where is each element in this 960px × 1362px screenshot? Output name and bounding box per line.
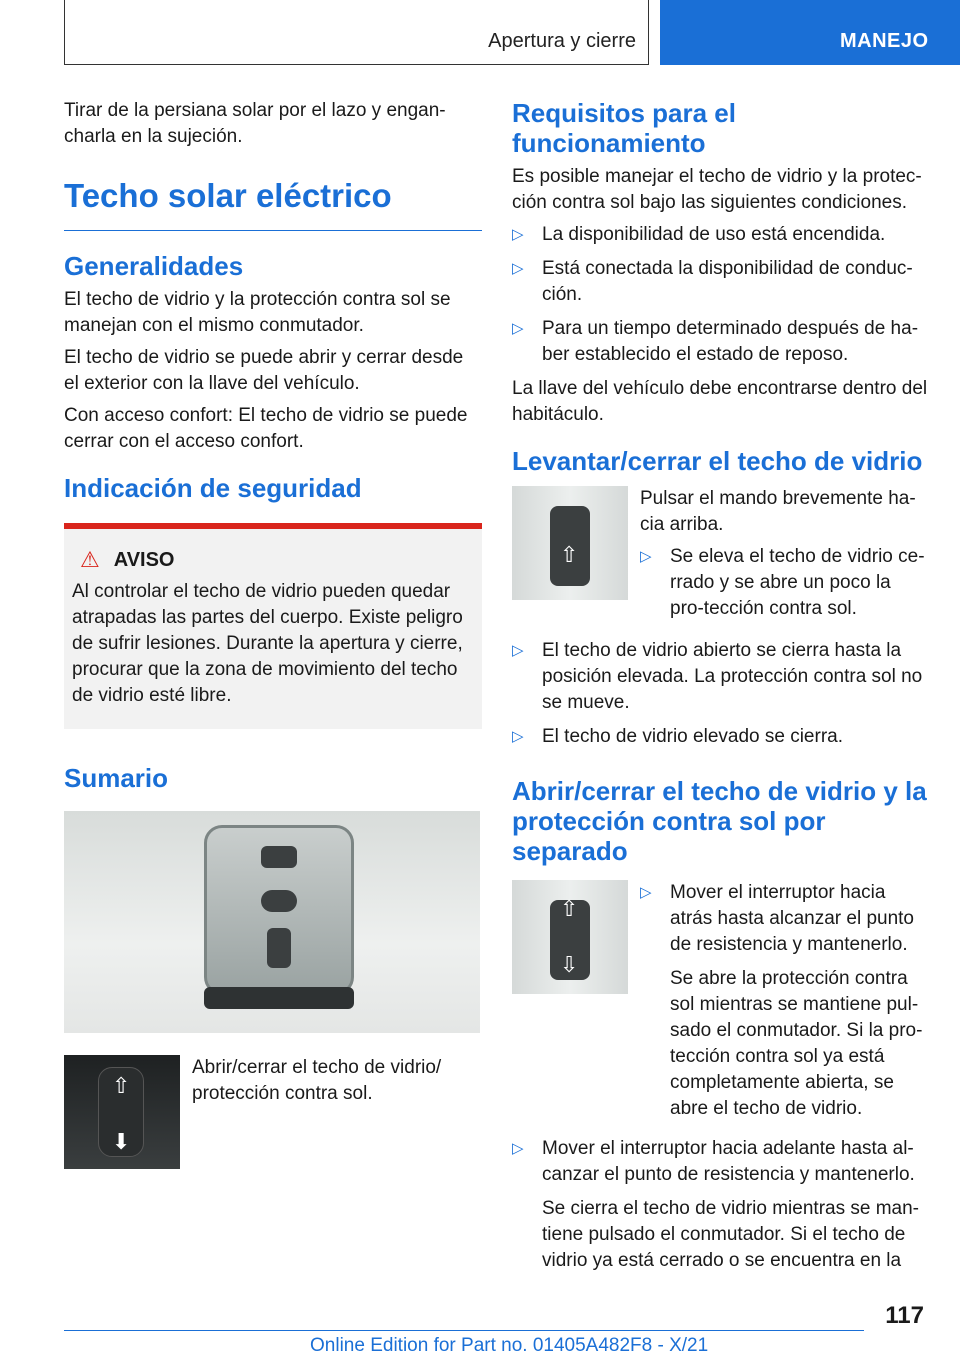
warning-triangle-icon: ⚠ [80,547,100,572]
header-section-box [64,0,649,65]
arrow-up-icon: ⇧ [560,896,579,921]
summary-heading: Sumario [64,763,169,793]
triangle-right-icon: ▷ [512,728,524,745]
list-item: ▷ Está conectada la disponibilidad de conduc-ción. [512,258,913,305]
left-column [64,98,482,1177]
separate-detail-1: Se abre la protección contra sol mientras se mantiene pul-sado el conmutador. Si la pro-tección contra sol ya está completamente abierta, se abre el techo de vidrio. [670,968,923,1119]
header-section-title: Apertura y cierre [488,30,636,52]
safety-heading: Indicación de seguridad [64,473,362,503]
switch-updown-photo [512,880,628,994]
header-chapter-title: MANEJO [840,30,929,52]
triangle-right-icon: ▷ [640,884,652,901]
list-item: ▷ Mover el interruptor hacia atrás hasta alcanzar el punto de resistencia y mantenerlo. [640,882,914,955]
switch-up-photo [512,486,628,600]
list-item: ▷ El techo de vidrio elevado se cierra. [512,724,928,750]
switch-caption-row [64,1055,482,1169]
lift-paragraph: Pulsar el mando brevemente ha-cia arriba. [640,488,916,535]
switch-photo [64,1055,180,1169]
lift-heading: Levantar/cerrar el techo de vidrio [512,446,923,476]
list-item: ▷ Se eleva el techo de vidrio ce-rrado y se abre un poco la pro-tección contra sol. [640,546,925,619]
arrow-up-icon: ⇧ [560,542,579,567]
footer-divider [64,1330,864,1331]
chapter-heading: Techo solar eléctrico [64,176,482,231]
general-heading: Generalidades [64,251,244,281]
separate-text [640,880,928,1128]
header-chapter-tab [660,0,960,65]
requirements-paragraph: Es posible manejar el techo de vidrio y la protec-ción contra sol bajo las siguientes condiciones. [512,166,922,213]
list-item: ▷ Mover el interruptor hacia adelante hasta al-canzar el punto de resistencia y mantenerlo. [512,1138,915,1185]
list-item: ▷ La disponibilidad de uso está encendida. [512,222,928,248]
warning-text: Al controlar el techo de vidrio pueden quedar atrapadas las partes del cuerpo. Existe peligro de sufrir lesiones. Durante la apertura y cierre, procurar que la zona de movimiento del techo de vidrio esté libre. [72,581,463,706]
triangle-right-icon: ▷ [640,548,652,565]
lift-row [512,486,928,630]
overhead-console-photo [64,811,480,1033]
separate-detail-2: Se cierra el techo de vidrio mientras se man-tiene pulsado el conmutador. Si el techo de vidrio ya está cerrado o se encuentra en la [542,1198,919,1271]
switch-caption: Abrir/cerrar el techo de vidrio/ protección contra sol. [192,1057,442,1104]
warning-title-text: AVISO [113,548,175,571]
footer-edition: Online Edition for Part no. 01405A482F8 - X/21 [310,1335,709,1356]
right-column [512,98,928,1280]
intro-paragraph: Tirar de la persiana solar por el lazo y engan-charla en la sujeción. [64,100,446,147]
general-paragraph-2: El techo de vidrio se puede abrir y cerrar desde el exterior con la llave del vehículo. [64,347,464,394]
triangle-right-icon: ▷ [512,260,524,277]
console-shape [204,825,354,995]
triangle-right-icon: ▷ [512,226,524,243]
triangle-right-icon: ▷ [512,320,524,337]
console-switch [267,928,291,968]
page-number: 117 [885,1302,924,1329]
arrow-down-icon: ⇩ [560,952,579,977]
warning-box [64,529,482,729]
arrow-up-icon: ⇧ [112,1073,131,1098]
triangle-right-icon: ▷ [512,642,524,659]
separate-row [512,880,928,1128]
separate-heading: Abrir/cerrar el techo de vidrio y la protección contra sol por separado [512,776,927,866]
console-button [261,846,297,868]
console-button-row [204,987,354,1009]
warning-title [72,547,474,573]
general-paragraph-1: El techo de vidrio y la protección contra sol se manejan con el mismo conmutador. [64,289,451,336]
triangle-right-icon: ▷ [512,1140,524,1157]
general-paragraph-3: Con acceso confort: El techo de vidrio se puede cerrar con el acceso confort. [64,405,468,452]
list-item: ▷ Para un tiempo determinado después de ha-ber establecido el estado de reposo. [512,318,919,365]
console-button [261,890,297,912]
lift-text [640,486,928,630]
arrow-down-icon: ⬇ [112,1129,131,1154]
list-item: ▷ El techo de vidrio abierto se cierra hasta la posición elevada. La protección contra sol no se mueve. [512,640,923,713]
requirements-paragraph-2: La llave del vehículo debe encontrarse dentro del habitáculo. [512,378,928,425]
requirements-heading: Requisitos para el funcionamiento [512,98,736,158]
